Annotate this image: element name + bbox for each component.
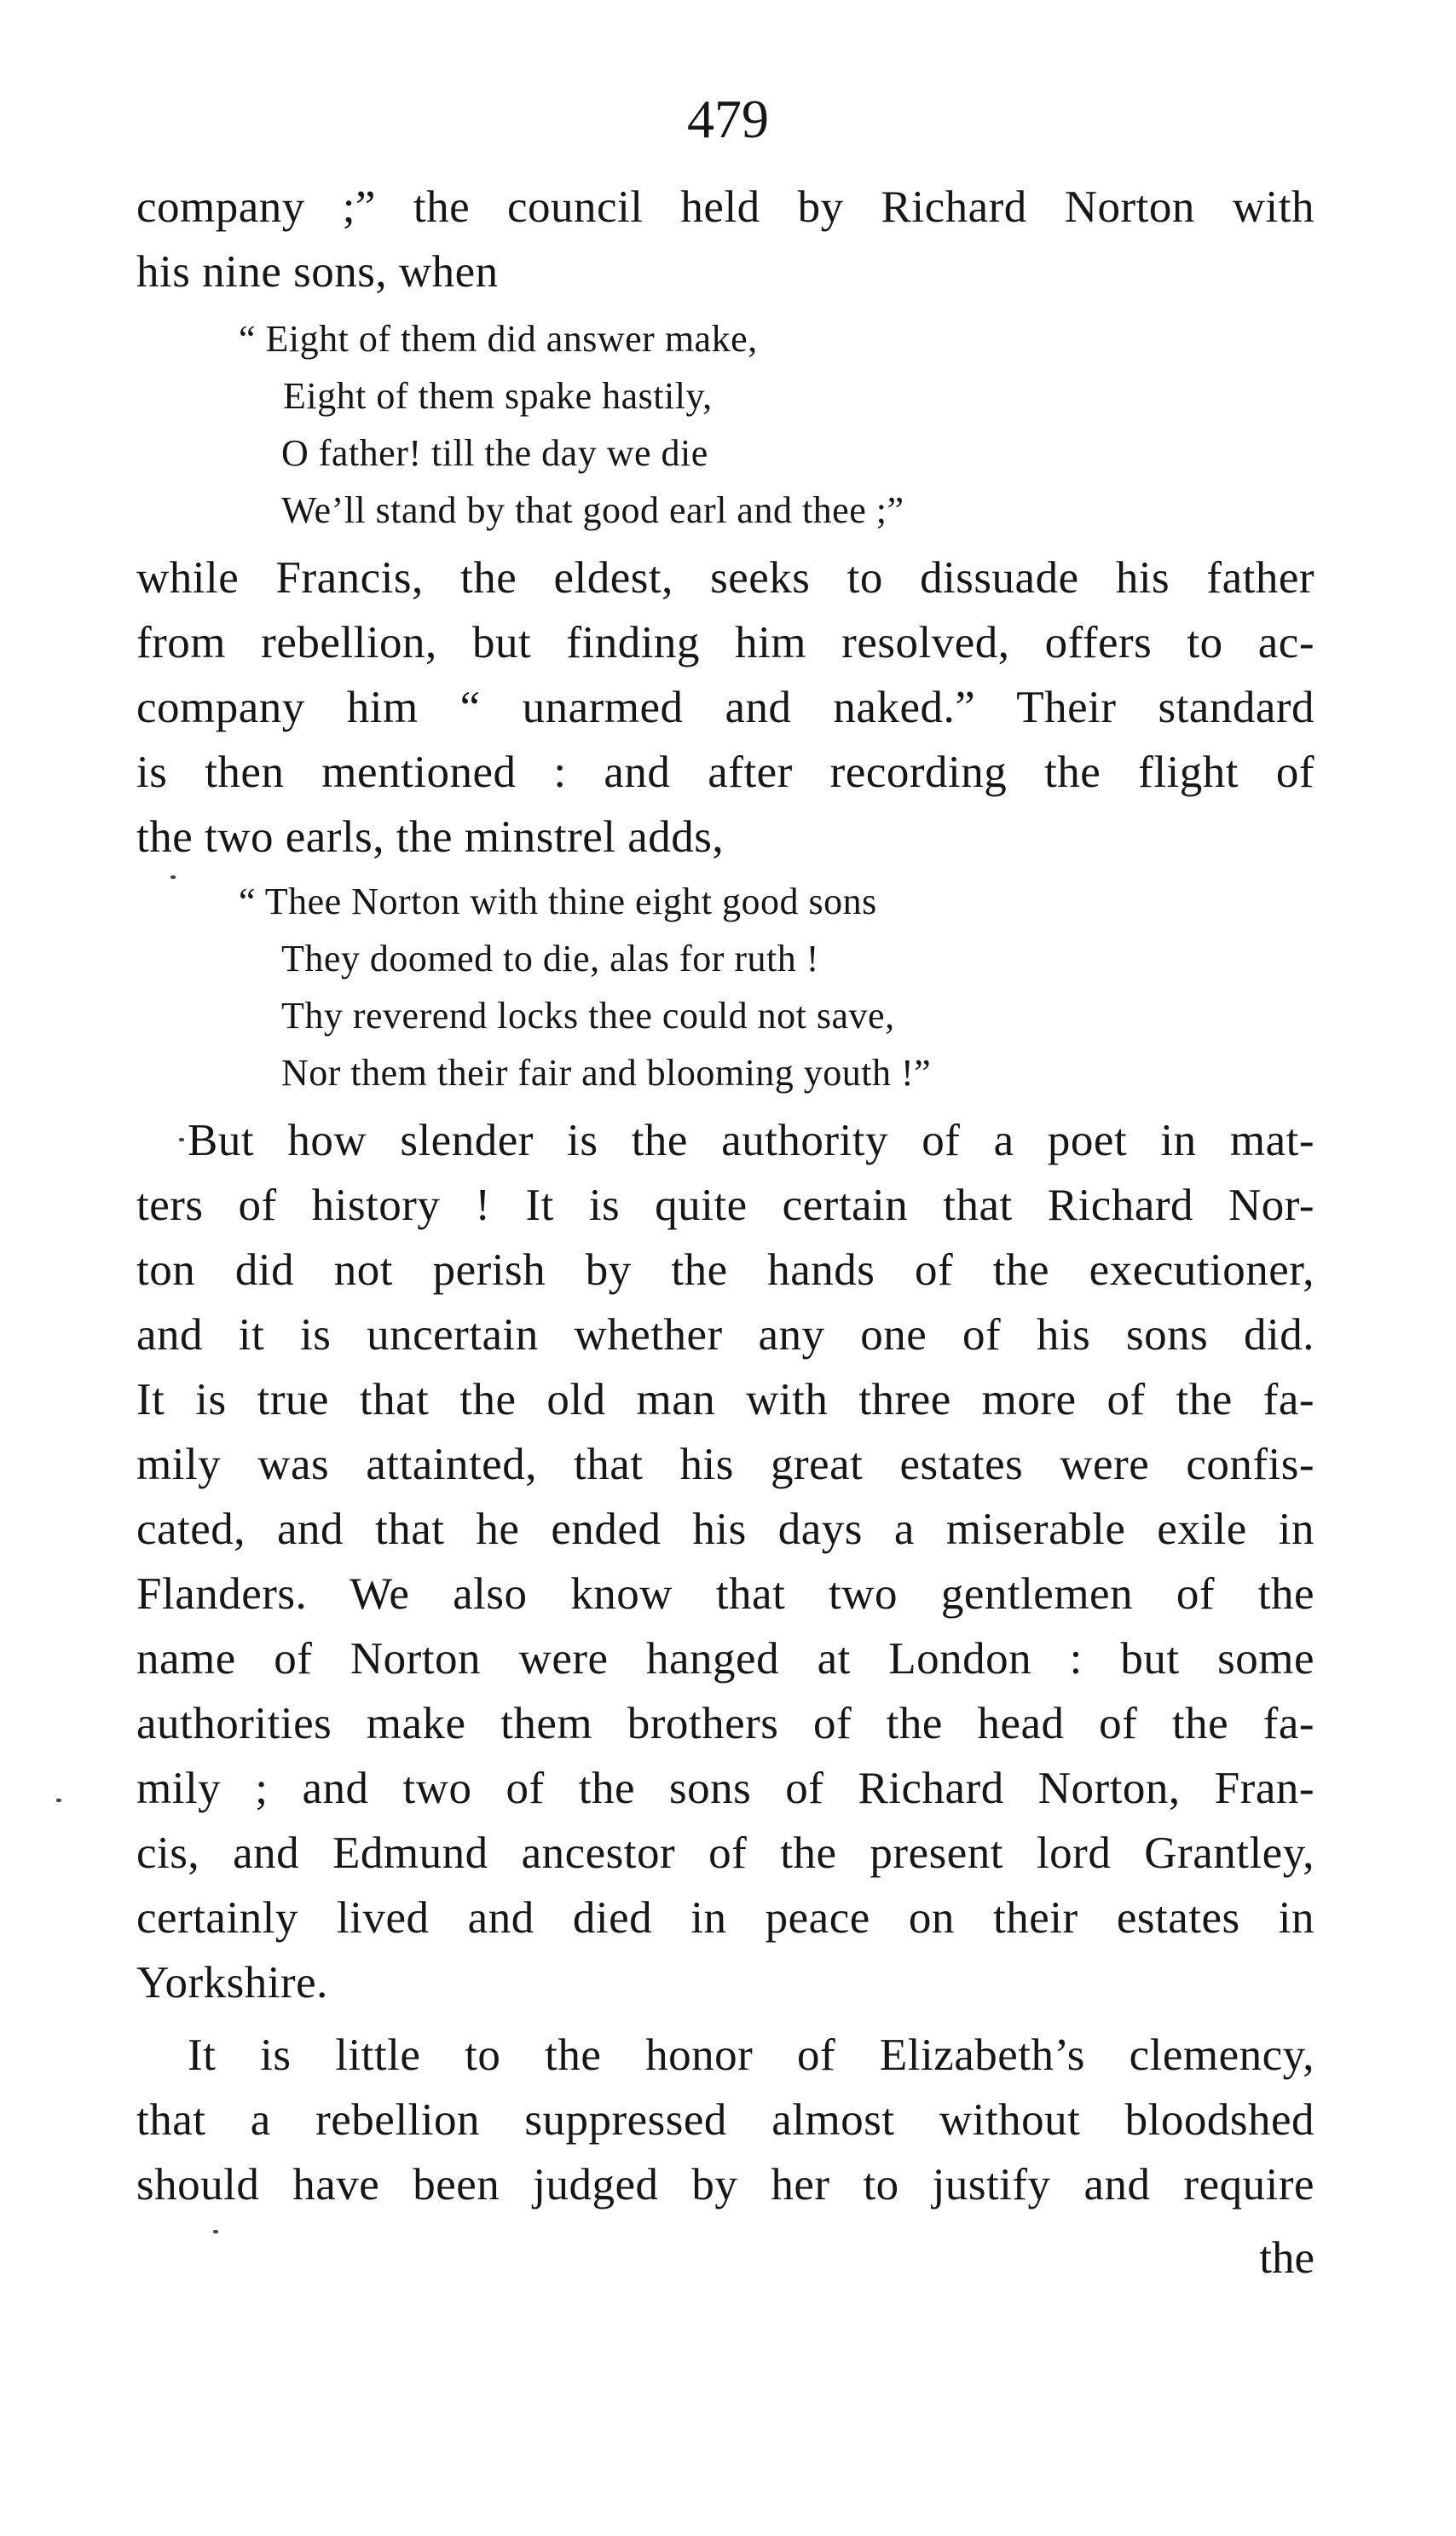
text-line: authorities make them brothers of the head of the fa-	[136, 1699, 1314, 1748]
verse-line: Thy reverend locks thee could not save,	[281, 995, 895, 1037]
verse-line: We’ll stand by that good earl and thee ;”	[281, 489, 904, 531]
text-line: Yorkshire.	[136, 1958, 328, 2007]
text-line: while Francis, the eldest, seeks to dissuade his father	[136, 553, 1314, 603]
text-line: mily ; and two of the sons of Richard Norton, Fran-	[136, 1764, 1314, 1813]
text-line: company ;” the council held by Richard Norton with	[136, 182, 1314, 232]
text-line: ton did not perish by the hands of the executioner,	[136, 1245, 1314, 1295]
text-line: his nine sons, when	[136, 247, 499, 297]
text-line: the two earls, the minstrel adds,	[136, 812, 725, 862]
ink-speck	[213, 2230, 218, 2233]
text-line: It is little to the honor of Elizabeth’s clemency,	[188, 2031, 1314, 2080]
page-number: 479	[687, 89, 769, 149]
ink-speck	[170, 875, 176, 879]
text-line: should have been judged by her to justify and require	[136, 2160, 1314, 2210]
verse-line: Nor them their fair and blooming youth !”	[281, 1052, 932, 1094]
verse-line: They doomed to die, alas for ruth !	[281, 938, 819, 979]
text-line: Flanders. We also know that two gentlemen of the	[136, 1569, 1314, 1619]
text-line: But how slender is the authority of a poet in mat-	[188, 1116, 1314, 1165]
catchword: the	[1259, 2233, 1314, 2283]
ink-speck	[179, 1138, 184, 1141]
text-line: and it is uncertain whether any one of his sons did.	[136, 1310, 1314, 1360]
text-line: company him “ unarmed and naked.” Their standard	[136, 683, 1314, 732]
text-line: mily was attainted, that his great estates were confis-	[136, 1440, 1314, 1489]
text-line: certainly lived and died in peace on their estates in	[136, 1893, 1314, 1943]
verse-line: “ Thee Norton with thine eight good sons	[239, 881, 877, 922]
verse-line: “ Eight of them did answer make,	[239, 318, 758, 360]
verse-line: O father! till the day we die	[281, 432, 708, 474]
text-line: is then mentioned : and after recording the flight of	[136, 748, 1314, 797]
text-line: name of Norton were hanged at London : but some	[136, 1634, 1314, 1684]
verse-line: Eight of them spake hastily,	[283, 375, 713, 417]
text-line: ters of history ! It is quite certain that Richard Nor-	[136, 1181, 1314, 1230]
ink-speck	[56, 1799, 61, 1802]
text-line: cis, and Edmund ancestor of the present lord Grantley,	[136, 1828, 1314, 1878]
text-line: from rebellion, but finding him resolved, offers to ac-	[136, 618, 1314, 667]
text-line: It is true that the old man with three more of the fa-	[136, 1375, 1314, 1424]
text-line: cated, and that he ended his days a miserable exile in	[136, 1505, 1314, 1554]
text-line: that a rebellion suppressed almost without bloodshed	[136, 2095, 1314, 2145]
